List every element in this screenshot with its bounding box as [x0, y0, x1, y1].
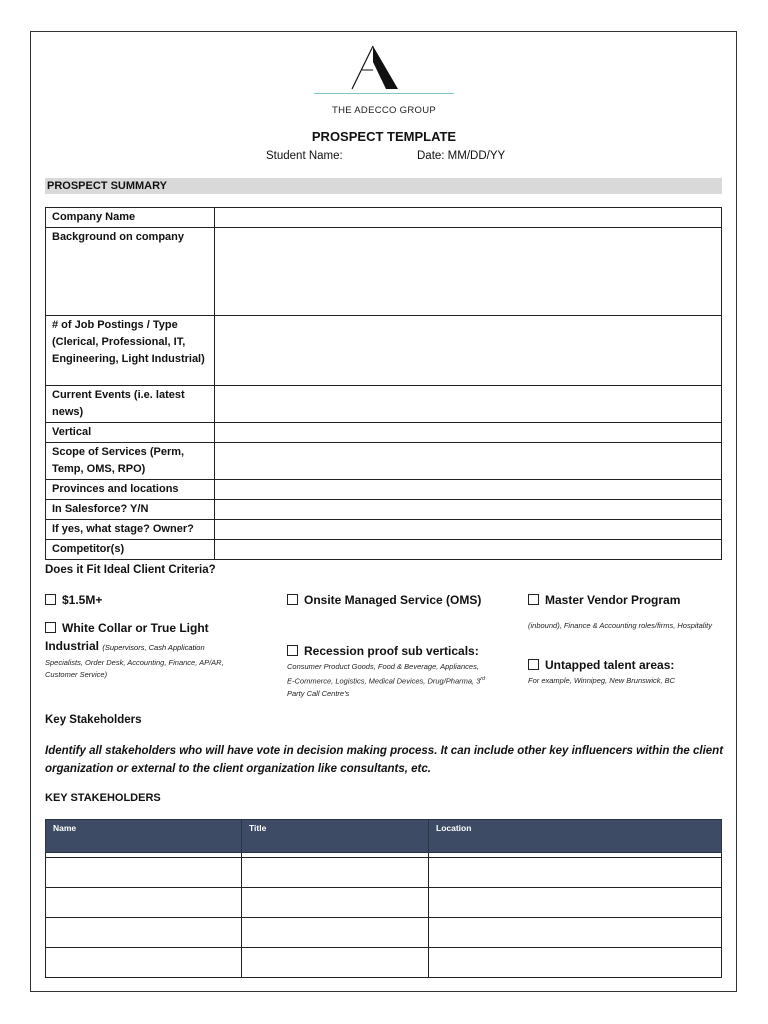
table-row	[46, 918, 722, 948]
table-row	[46, 858, 722, 888]
checkbox-icon[interactable]	[287, 594, 298, 605]
criteria-untapped-talent: Untapped talent areas:	[528, 658, 674, 672]
table-row	[46, 423, 722, 443]
recession-proof-note: Consumer Product Goods, Food & Beverage, Appliances, E-Commerce, Logistics, Medical Devices, Drug/Pharma, 3rd Party Call Centre's	[287, 662, 485, 698]
checkbox-icon[interactable]	[45, 622, 56, 633]
background-field[interactable]	[215, 228, 722, 316]
table-row	[46, 540, 722, 560]
stakeholders-table	[45, 819, 722, 978]
row-label: Background on company	[46, 228, 215, 316]
criteria-white-collar-line2: Industrial (Supervisors, Cash Application	[45, 639, 205, 653]
checkbox-icon[interactable]	[528, 594, 539, 605]
criteria-master-vendor: Master Vendor Program	[528, 593, 680, 607]
location-cell[interactable]	[429, 948, 722, 978]
checkbox-icon[interactable]	[528, 659, 539, 670]
table-row	[46, 948, 722, 978]
location-cell[interactable]	[429, 858, 722, 888]
competitors-field[interactable]	[215, 540, 722, 560]
company-name-field[interactable]	[215, 208, 722, 228]
vertical-field[interactable]	[215, 423, 722, 443]
table-row	[46, 888, 722, 918]
table-row	[46, 443, 722, 480]
provinces-field[interactable]	[215, 480, 722, 500]
row-label: Provinces and locations	[46, 480, 215, 500]
row-label: Vertical	[46, 423, 215, 443]
row-label: Current Events (i.e. latest news)	[46, 386, 215, 423]
prospect-summary-heading: PROSPECT SUMMARY	[45, 178, 722, 194]
criteria-oms: Onsite Managed Service (OMS)	[287, 593, 481, 607]
criteria-white-collar: White Collar or True Light	[45, 621, 209, 635]
table-row	[46, 480, 722, 500]
logo-rule	[314, 93, 454, 94]
column-header-location: Location	[429, 820, 722, 853]
title-cell[interactable]	[242, 948, 429, 978]
row-label: Company Name	[46, 208, 215, 228]
row-label: If yes, what stage? Owner?	[46, 520, 215, 540]
checkbox-icon[interactable]	[287, 645, 298, 656]
criteria-recession-proof: Recession proof sub verticals:	[287, 644, 479, 658]
column-header-name: Name	[46, 820, 242, 853]
job-postings-field[interactable]	[215, 316, 722, 386]
group-name: THE ADECCO GROUP	[331, 105, 437, 116]
title-cell[interactable]	[242, 858, 429, 888]
table-row	[46, 520, 722, 540]
title-cell[interactable]	[242, 888, 429, 918]
document-title: PROSPECT TEMPLATE	[311, 129, 457, 144]
table-header-row	[46, 820, 722, 853]
table-row	[46, 228, 722, 316]
white-collar-note: Specialists, Order Desk, Accounting, Finance, AP/AR, Customer Service)	[45, 658, 224, 679]
adecco-logo-icon	[346, 44, 400, 90]
table-row	[46, 316, 722, 386]
title-cell[interactable]	[242, 918, 429, 948]
location-cell[interactable]	[429, 888, 722, 918]
scope-field[interactable]	[215, 443, 722, 480]
date-label: Date: MM/DD/YY	[417, 150, 506, 162]
untapped-talent-note: For example, Winnipeg, New Brunswick, BC	[528, 676, 676, 685]
criteria-heading: Does it Fit Ideal Client Criteria?	[45, 564, 216, 576]
row-label: Scope of Services (Perm, Temp, OMS, RPO)	[46, 443, 215, 480]
key-stakeholders-heading: Key Stakeholders	[45, 714, 142, 726]
prospect-summary-table	[45, 207, 722, 560]
table-row	[46, 500, 722, 520]
stage-owner-field[interactable]	[215, 520, 722, 540]
name-cell[interactable]	[46, 888, 242, 918]
column-header-title: Title	[242, 820, 429, 853]
name-cell[interactable]	[46, 948, 242, 978]
student-name-label: Student Name:	[266, 150, 343, 162]
key-stakeholders-table-heading: KEY STAKEHOLDERS	[45, 792, 161, 804]
salesforce-field[interactable]	[215, 500, 722, 520]
stakeholders-description: Identify all stakeholders who will have vote in decision making process. It can include other key influencers within the client organization or external to the client organization like consultants, etc.	[45, 745, 724, 775]
checkbox-icon[interactable]	[45, 594, 56, 605]
table-row	[46, 208, 722, 228]
location-cell[interactable]	[429, 918, 722, 948]
row-label: Competitor(s)	[46, 540, 215, 560]
table-row	[46, 386, 722, 423]
name-cell[interactable]	[46, 858, 242, 888]
row-label: In Salesforce? Y/N	[46, 500, 215, 520]
name-cell[interactable]	[46, 918, 242, 948]
current-events-field[interactable]	[215, 386, 722, 423]
criteria-revenue: $1.5M+	[45, 593, 102, 607]
master-vendor-note: (inbound), Finance & Accounting roles/firms, Hospitality	[528, 621, 712, 630]
row-label: # of Job Postings / Type (Clerical, Professional, IT, Engineering, Light Industrial)	[46, 316, 215, 386]
